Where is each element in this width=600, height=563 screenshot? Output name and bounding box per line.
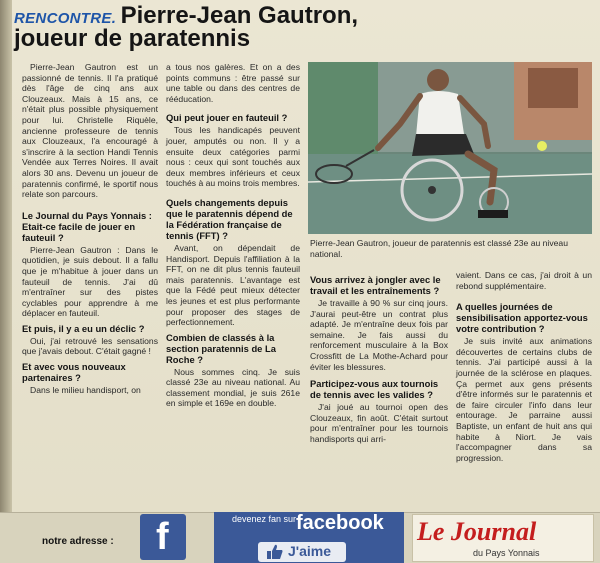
question-8: Participez-vous aux tournois de tennis avec les valides ? xyxy=(310,378,439,401)
intro-paragraph: Pierre-Jean Gautron est un passionné de tennis. Il l'a pratiqué dès l'âge de cinq ans aux Clouzeaux. Mais à 15 ans, ce n'était plus possible physiquement pour lui. Christelle Riquèle, ancienne professeure de tennis aux Clouzeaux, l'a encouragé à s'inscrire à la section Handi Tennis Vendée aux Terres Noires. Il avait alors 30 ans. Devenu un joueur de paratennis confirmé, le sportif nous relate son parcours. xyxy=(22,62,158,200)
column-1 xyxy=(22,62,158,400)
logo-main-text: Le Journal xyxy=(417,517,537,546)
column-4 xyxy=(456,270,592,467)
like-label: J'aime xyxy=(288,543,332,559)
column-3 xyxy=(310,270,448,449)
thumbs-up-icon xyxy=(266,544,284,560)
question-3: Et avec vous nouveaux partenaires ? xyxy=(22,361,126,384)
answer-7: Je travaille à 90 % sur cinq jours. J'aurai peut-être un contrat plus adapté. Je m'entraîne deux fois par semaine. Je fais aussi du renforcement musculaire à la Box Crossfitt de La Mothe-Achard pour éviter les blessures. xyxy=(310,298,448,372)
question-1: Le Journal du Pays Yonnais : Etait-ce facile de jouer en fauteuil ? xyxy=(22,209,152,243)
newspaper-logo xyxy=(412,514,594,562)
page-edge xyxy=(0,0,12,563)
wheelchair-tennis-player-image xyxy=(308,62,592,234)
answer-3: Dans le milieu handisport, on xyxy=(30,385,141,396)
answer-2: Oui, j'ai retrouvé les sensations que j'avais debout. C'était gagné ! xyxy=(22,335,158,357)
article-photo xyxy=(308,62,592,234)
question-9: A quelles journées de sensibilisation apportez-vous votre contribution ? xyxy=(456,301,588,335)
column-2 xyxy=(166,62,300,413)
answer-9: Je suis invité aux animations découvertes de certains clubs de tennis. J'ai participé aussi à la journée de la sclérose en plaques. Ça permet aux gens présents d'être informés sur le paratennis et de faire circuler l'info dans leur entourage. Je parraine aussi Baptiste, un enfant de huit ans qui habite à Niort. Je vais l'accompagner dans sa progression. xyxy=(456,336,592,463)
answer-4: Tous les handicapés peuvent jouer, amputés ou non. Il y a ensuite deux catégories parmi nous : ceux qui sont touchés aux deux membres inférieurs et ceux touchés à au moins trois membres. xyxy=(166,125,300,189)
question-2: Et puis, il y a eu un déclic ? xyxy=(22,322,145,334)
answer-5: Avant, on dépendait de Handisport. Depuis l'affiliation à la FFT, on ne dit plus tennis fauteuil mais paratennis. L'avantage est que la Fédé peut mieux détecter les jeunes et est plus performante pour proposer des stages de perfectionnement. xyxy=(166,242,300,328)
question-4: Qui peut jouer en fauteuil ? xyxy=(166,112,288,124)
facebook-wordmark: facebook xyxy=(296,512,384,534)
answer-1: Pierre-Jean Gautron : Dans le quotidien, je suis debout. Il a fallu que je m'habitue à jouer dans un fauteuil de tennis. J'ai dû m'entraîner sur des pistes cyclables pour apprendre à me déplacer en fauteuil. xyxy=(22,244,158,319)
title-line-1: Pierre-Jean Gautron, xyxy=(120,2,359,29)
facebook-logo-icon xyxy=(140,514,186,560)
photo-caption: Pierre-Jean Gautron, joueur de paratennis est classé 23e au niveau national. xyxy=(310,238,568,259)
question-6: Combien de classés à la section paratennis de La Roche ? xyxy=(166,331,276,365)
answer-8-continued: vaient. Dans ce cas, j'ai droit à un rebond supplémentaire. xyxy=(456,270,592,291)
facebook-f-letter: f xyxy=(156,516,169,558)
answer-8: J'ai joué au tournoi open des Clouzeaux, fin août. C'était surtout pour m'entraîner pour les tournois handisports qui arri- xyxy=(310,402,448,444)
kicker-label: RENCONTRE. xyxy=(14,10,117,27)
article-header xyxy=(14,2,594,52)
logo-subtitle: du Pays Yonnais xyxy=(473,548,540,558)
question-5: Quels changements depuis que le paratennis dépend de la Fédération française de tennis (FFT) ? xyxy=(166,196,293,241)
answer-6: Nous sommes cinq. Je suis classé 23e au niveau national. Au classement mondial, je suis 261e en simple et 169e en double. xyxy=(166,366,300,409)
facebook-promo xyxy=(214,512,404,563)
question-7: Vous arrivez à jongler avec le travail et les entraînements ? xyxy=(310,274,441,296)
address-label: notre adresse : xyxy=(42,536,114,547)
fan-text: devenez fan sur xyxy=(232,514,297,524)
like-button xyxy=(258,542,346,562)
answer-3-continued: a tous nos galères. Et on a des points communs : être passé sur une table ou dans des centres de rééducation. xyxy=(166,62,300,104)
title-line-2: joueur de paratennis xyxy=(14,25,251,52)
